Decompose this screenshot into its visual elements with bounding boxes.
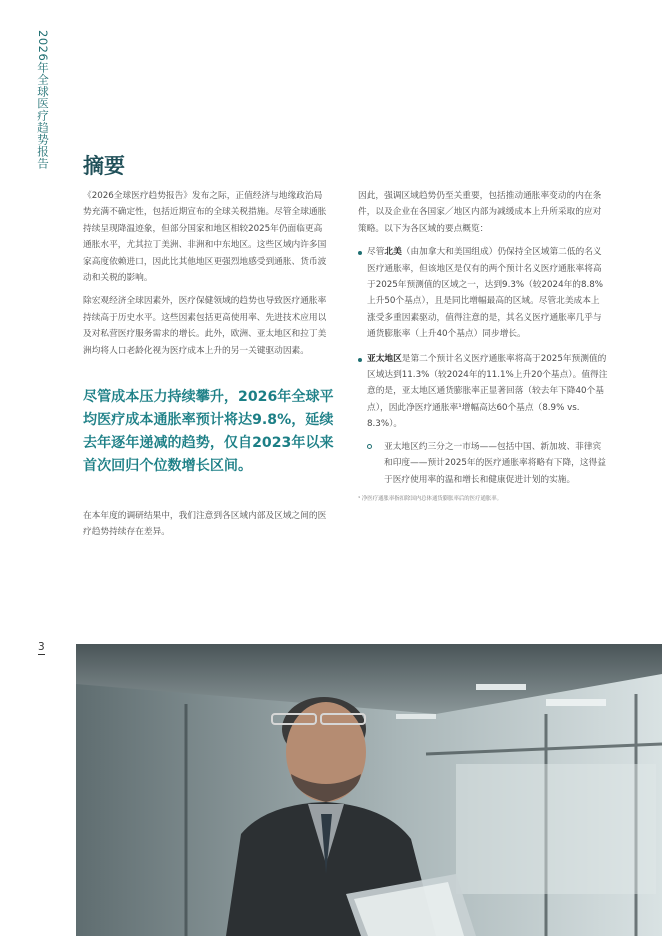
region-name-asia-pacific: 亚太地区 xyxy=(367,353,402,364)
region-name-north-america: 北美 xyxy=(384,247,402,258)
footnote: ¹ 净医疗通胀率指扣除国内总体通货膨胀率后的医疗通胀率。 xyxy=(358,496,503,502)
photo-businessman xyxy=(76,644,662,936)
list-item-asia-pacific-markets: 亚太地区约三分之一市场——包括中国、新加坡、菲律宾和印度——预计2025年的医疗通胀率将略有下降，这得益于医疗使用率的温和增长和健康促进计划的实施。 xyxy=(367,439,608,488)
list-item-asia-pacific xyxy=(358,351,608,488)
list-item-north-america xyxy=(358,244,608,342)
bullet-text: 是第二个预计名义医疗通胀率将高于2025年预测值的区域达到11.3%（较2024年的11.1%上升20个基点）。值得注意的是，亚太地区通货膨胀率正显著回落（较去年下降40个基点），因此净医疗通胀率¹增幅高达60个基点（8.9% vs. 8.3%）。 xyxy=(367,353,608,430)
sub-bullet-list xyxy=(367,439,608,488)
page-number: 3 xyxy=(38,641,45,653)
paragraph-drivers: 除宏观经济全球因素外，医疗保健领域的趋势也导致医疗通胀率持续高于历史水平。这些因素包括更高使用率、先进技术应用以及对私营医疗服务需求的增长。此外，欧洲、亚太地区和拉丁美洲均将人口老龄化视为医疗成本上升的另一关键驱动因素。 xyxy=(83,296,327,356)
page-title: 摘要 xyxy=(83,154,125,178)
report-side-title: 2026年全球医疗趋势报告 xyxy=(36,30,50,170)
region-bullet-list xyxy=(358,244,608,488)
paragraph-regional-intro: 因此，强调区域趋势仍至关重要，包括推动通胀率变动的内在条件，以及企业在各国家／地区内部为减缓成本上升所采取的应对策略。以下为各区域的要点概览： xyxy=(358,191,602,234)
photo-businessman-glasses-tablet-icon xyxy=(76,644,662,936)
bullet-text: （由加拿大和美国组成）仍保持全区域第二低的名义医疗通胀率，但该地区是仅有的两个预计名义医疗通胀率将高于2025年预测值的区域之一，达到9.3%（较2024年的8.8%上升50个基点），且是同比增幅最高的区域。尽管北美成本上涨受多重因素驱动，值得注意的是，其名义医疗通胀率几乎与通货膨胀率（上升40个基点）同步增长。 xyxy=(367,247,604,340)
paragraph-intro: 《2026全球医疗趋势报告》发布之际，正值经济与地缘政治局势充满不确定性，包括近期宣布的全球关税措施。尽管全球通胀持续呈现降温迹象，但部分国家和地区相较2025年仍面临更高通胀水平，尤其拉丁美洲、非洲和中东地区。这些区域内许多国家高度依赖进口，因此比其他地区更强烈地感受到通胀、货币波动和关税的影响。 xyxy=(83,191,327,284)
left-column xyxy=(83,188,330,366)
bullet-prefix: 尽管 xyxy=(367,247,385,258)
pull-quote: 尽管成本压力持续攀升，2026年全球平均医疗成本通胀率预计将达9.8%，延续去年逐年递减的趋势，仅自2023年以来首次回归个位数增长区间。 xyxy=(83,389,334,474)
right-column xyxy=(358,188,608,496)
paragraph-findings: 在本年度的调研结果中，我们注意到各区域内部及区域之间的医疗趋势持续存在差异。 xyxy=(83,511,327,538)
